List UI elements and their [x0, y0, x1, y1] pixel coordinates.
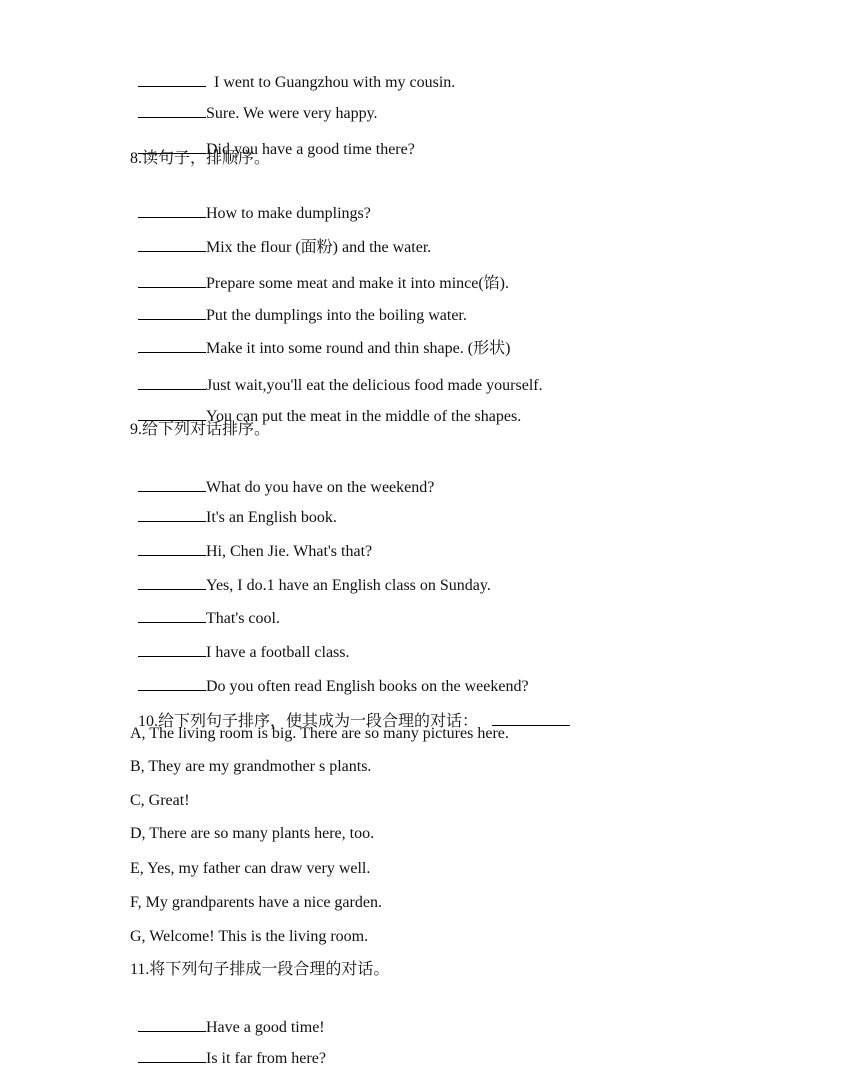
q8-item	[130, 217, 431, 258]
q8-title: 8.读句子，排顺序。	[130, 150, 271, 167]
sentence-text: Sure. We were very happy.	[206, 105, 378, 122]
q11-title: 11.将下列句子排成一段合理的对话。	[130, 961, 390, 978]
q10-option: D, There are so many plants here, too.	[130, 825, 375, 842]
q10-option: C, Great!	[130, 792, 190, 809]
answer-blank[interactable]	[138, 676, 206, 691]
sentence-text: Is it far from here?	[206, 1050, 326, 1067]
answer-blank[interactable]	[138, 608, 206, 623]
q7-line-2	[130, 83, 378, 124]
sentence-text: Put the dumplings into the boiling water.	[206, 307, 467, 324]
sentence-text: That's cool.	[206, 610, 280, 627]
q10-option: B, They are my grandmother s plants.	[130, 758, 372, 775]
sentence-text: Mix the flour (面粉) and the water.	[206, 239, 432, 256]
sentence-text: I have a football class.	[206, 644, 350, 661]
answer-blank[interactable]	[138, 338, 206, 353]
sentence-text: Make it into some round and thin shape. (形状)	[206, 340, 511, 357]
sentence-text: What do you have on the weekend?	[206, 479, 435, 496]
q10-option: G, Welcome! This is the living room.	[130, 928, 369, 945]
q8-item	[130, 318, 510, 359]
q9-title: 9.给下列对话排序。	[130, 421, 271, 438]
sentence-text: How to make dumplings?	[206, 205, 371, 222]
sentence-text: Prepare some meat and make it into mince(馅).	[206, 275, 510, 292]
q10-option: F, My grandparents have a nice garden.	[130, 894, 382, 911]
sentence-text: Have a good time!	[206, 1019, 325, 1036]
q10-option: E, Yes, my father can draw very well.	[130, 860, 371, 877]
sentence-text: You can put the meat in the middle of the shapes.	[206, 408, 522, 425]
q10-option: A, The living room is big. There are so many pictures here.	[130, 725, 509, 742]
q11-item	[130, 1028, 326, 1069]
answer-blank[interactable]	[138, 237, 206, 252]
answer-blank[interactable]	[138, 103, 206, 118]
answer-blank[interactable]	[138, 1048, 206, 1063]
sentence-text: Do you often read English books on the weekend?	[206, 678, 529, 695]
answer-blank[interactable]	[138, 203, 206, 218]
sentence-text: It's an English book.	[206, 509, 337, 526]
sentence-text: Yes, I do.1 have an English class on Sunday.	[206, 577, 491, 594]
sentence-text: I went to Guangzhou with my cousin.	[210, 74, 456, 91]
sentence-text: Hi, Chen Jie. What's that?	[206, 543, 373, 560]
q10-title: 10.给下列句子排序，使其成为一段合理的对话：	[138, 713, 479, 730]
answer-blank[interactable]	[138, 507, 206, 522]
sentence-text: Just wait,you'll eat the delicious food made yourself.	[206, 377, 543, 394]
answer-blank[interactable]	[138, 541, 206, 556]
answer-blank[interactable]	[138, 406, 206, 421]
sentence-text: Did you have a good time there?	[206, 141, 415, 158]
answer-blank[interactable]	[138, 642, 206, 657]
